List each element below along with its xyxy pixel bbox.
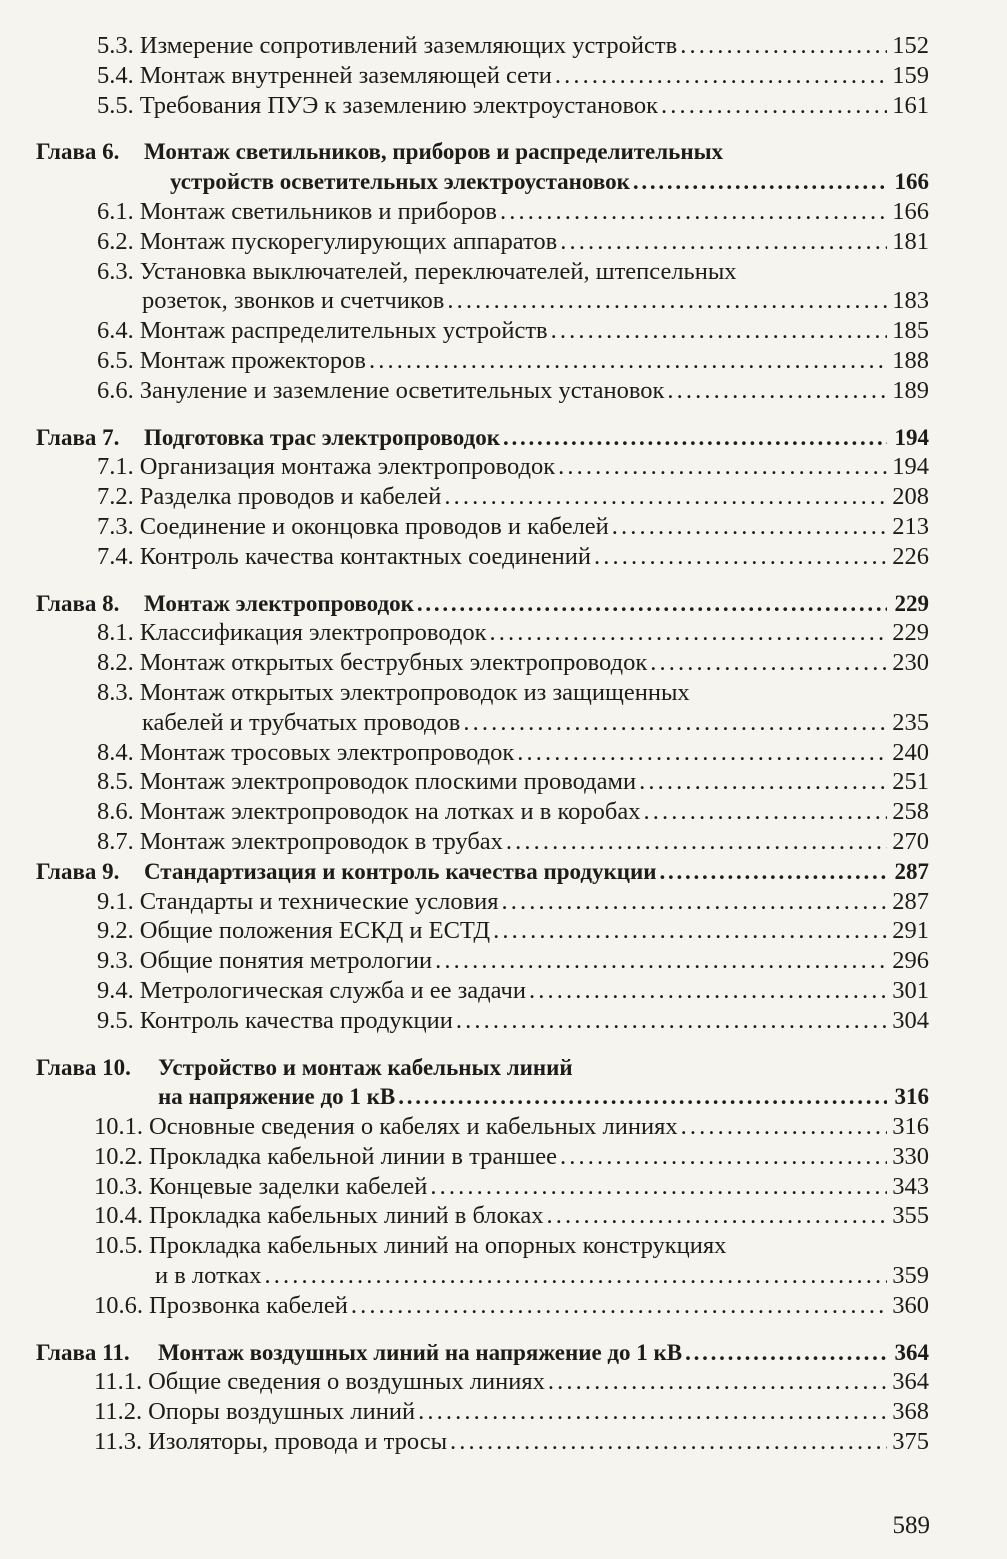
toc-entry-page: 364 [894,1339,929,1365]
toc-entry [36,1053,929,1083]
toc-entry-title: Зануление и заземление осветительных установок [139,376,665,404]
toc-entry-title: Концевые заделки кабелей [149,1172,428,1200]
toc-entry-number: 11.3. [94,1428,143,1456]
toc-entry-page: 161 [892,91,929,119]
leader-dots [677,31,887,61]
toc-entry-number: 8.5. [97,768,134,796]
toc-entry [36,137,929,167]
toc-entry [36,1338,929,1368]
toc-entry-title: Стандарты и технические условия [139,887,499,915]
toc-entry-page: 240 [892,738,929,766]
toc-entry-number: 10.6. [94,1291,143,1319]
toc-entry-number: 5.3. [97,32,134,59]
toc-entry-title: Требования ПУЭ к заземлению электроустановок [139,91,659,119]
toc-entry-title: Монтаж внутренней заземляющей сети [139,61,552,89]
leader-dots [460,708,887,738]
leader-dots [647,648,887,678]
toc-entry-title: Подготовка трас электропроводок [144,424,500,450]
leader-dots [514,738,887,768]
toc-entry-number: Глава 6. [36,139,120,165]
toc-entry [36,1397,929,1427]
leader-dots [497,197,887,227]
leader-dots [487,618,888,648]
toc-entry [36,1172,929,1202]
toc-entry-title: Монтаж тросовых электропроводок [139,738,515,766]
toc-entry [36,1427,929,1457]
toc-entry-title: Прокладка кабельной линии в траншее [149,1142,557,1170]
toc-entry-number: 8.1. [97,619,134,647]
toc-entry-number: 7.2. [97,483,134,511]
toc-entry [36,618,929,648]
toc-entry [36,916,929,946]
toc-entry [36,227,929,257]
toc-entry-number: 6.2. [97,227,134,255]
toc-entry [36,887,929,917]
leader-dots [591,542,887,572]
leader-dots [664,376,887,406]
toc-entry-title: Измерение сопротивлений заземляющих устройств [139,32,678,59]
toc-entry-number: 9.1. [97,887,134,915]
toc-entry-title: Опоры воздушных линий [148,1398,416,1426]
toc-entry-page: 229 [892,619,929,647]
toc-entry-number: Глава 9. [36,858,120,884]
toc-entry [36,376,929,406]
toc-entry-page: 287 [892,887,929,915]
toc-entry-title: Изоляторы, провода и тросы [148,1428,448,1456]
toc-entry-title: Метрологическая служба и ее задачи [139,976,526,1004]
toc-entry-number: 5.5. [97,91,134,119]
toc-entry-number: 10.2. [94,1142,143,1170]
toc-entry-number: 8.2. [97,649,134,677]
toc-entry-page: 159 [892,61,929,89]
toc-entry [36,1142,929,1172]
toc-entry-page: 188 [892,346,929,374]
toc-entry-title: Монтаж электропроводок на лотках и в коробах [139,798,641,826]
toc-entry [36,316,929,346]
toc-entry-page: 296 [892,947,929,975]
leader-dots [503,827,887,857]
leader-dots [552,61,887,91]
toc-entry-number: 6.5. [97,346,134,374]
toc-entry-page: 189 [892,376,929,404]
toc-entry-title: Монтаж прожекторов [139,346,366,374]
toc-entry [36,1367,929,1397]
toc-entry [36,512,929,542]
toc-entry-page: 330 [892,1142,929,1170]
toc-entry-number: 11.2. [94,1398,143,1426]
toc-entry-page: 185 [892,317,929,345]
toc-entry-page: 208 [892,483,929,511]
toc-entry-title: Общие сведения о воздушных линиях [148,1368,545,1396]
leader-dots [636,767,887,797]
toc-entry [36,167,929,197]
leader-dots [557,1142,887,1172]
toc-entry-page: 355 [892,1202,929,1230]
toc-entry-page: 194 [894,424,929,450]
toc-entry-title: Стандартизация и контроль качества продукции [144,858,657,884]
toc-entry-title: Контроль качества контактных соединений [139,542,592,570]
toc-entry-title: Монтаж пускорегулирующих аппаратов [139,227,558,255]
toc-entry-page: 235 [892,708,929,736]
toc-entry-page: 364 [892,1368,929,1396]
leader-dots [432,946,887,976]
toc-entry-page: 291 [892,917,929,945]
leader-dots [500,423,887,453]
toc-entry-title: Монтаж распределительных устройств [139,317,548,345]
leader-dots [415,1397,887,1427]
toc-entry-page: 368 [892,1398,929,1426]
toc-entry-page: 270 [892,827,929,855]
leader-dots [557,227,887,257]
toc-entry-title: Монтаж электропроводок в трубах [139,827,503,855]
toc-entry [36,1082,929,1112]
leader-dots [427,1172,887,1202]
toc-entry-number: 8.6. [97,798,134,826]
toc-entry [36,482,929,512]
toc-entry-page: 316 [892,1113,929,1141]
toc-entry [36,257,929,287]
toc-entry-page: 166 [894,169,929,195]
leader-dots [640,797,887,827]
toc-entry-number: 8.7. [97,827,134,855]
toc-entry [36,648,929,678]
leader-dots [678,1112,887,1142]
toc-entry-title: Организация монтажа электропроводок [139,453,556,481]
page-number: 589 [892,1512,930,1539]
leader-dots [630,167,887,197]
toc-entry-number: 5.4. [97,61,134,89]
toc-entry-page: 181 [892,227,929,255]
toc-entry-title: Общие положения ЕСКД и ЕСТД [139,917,491,945]
toc-entry-page: 229 [894,590,929,616]
leader-dots [499,887,887,917]
toc-entry-number: 6.1. [97,197,134,225]
toc-entry-title: Соединение и оконцовка проводов и кабелей [139,512,609,540]
leader-dots [447,1427,887,1457]
toc-entry-number: 9.2. [97,917,134,945]
toc-entry-title: Разделка проводов и кабелей [139,483,442,511]
toc-entry-page: 304 [892,1006,929,1034]
toc-entry [36,542,929,572]
leader-dots [682,1338,887,1368]
toc-entry [36,678,929,708]
toc-entry-number: 6.4. [97,317,134,345]
toc-entry [36,423,929,453]
toc-entry [36,91,929,121]
toc-entry [36,31,929,61]
toc-entry-title: кабелей и трубчатых проводов [142,708,461,736]
toc-entry-number: 11.1. [94,1368,143,1396]
toc-entry-page: 258 [892,798,929,826]
toc-entry [36,857,929,887]
toc-entry [36,61,929,91]
toc-entry [36,1291,929,1321]
toc-entry-number: 8.4. [97,738,134,766]
toc-entry-title: Прозвонка кабелей [149,1291,348,1319]
toc-entry-title: Прокладка кабельных линий на опорных конструкциях [149,1232,727,1260]
toc-entry-title: Монтаж светильников и приборов [139,197,497,225]
toc-entry-number: 7.1. [97,453,134,481]
leader-dots [656,857,887,887]
toc-entry-number: 10.5. [94,1232,143,1260]
toc-entry [36,1261,929,1291]
toc-entry-page: 183 [892,287,929,315]
toc-entry-number: 9.3. [97,947,134,975]
toc-entry-number: 9.4. [97,976,134,1004]
toc-entry [36,708,929,738]
toc-entry-page: 226 [892,542,929,570]
toc-entry [36,286,929,316]
toc-entry-title: и в лотках [155,1262,262,1290]
toc-entry-page: 360 [892,1291,929,1319]
leader-dots [366,346,887,376]
toc-entry [36,197,929,227]
toc-entry [36,1201,929,1231]
toc-entry-page: 152 [892,32,929,59]
leader-dots [261,1261,887,1291]
toc-entry-title: Монтаж светильников, приборов и распределительных [144,139,724,165]
leader-dots [526,976,887,1006]
toc-entry-title: Монтаж открытых беструбных электропроводок [139,649,648,677]
leader-dots [545,1367,887,1397]
leader-dots [548,316,887,346]
toc-entry-number: Глава 10. [36,1054,131,1080]
table-of-contents [36,31,929,1457]
toc-entry-number: 10.3. [94,1172,143,1200]
toc-entry-number: 6.3. [97,257,134,285]
leader-dots [555,452,887,482]
toc-entry-title: устройств осветительных электроустановок [170,169,630,195]
toc-entry [36,738,929,768]
toc-entry-page: 359 [892,1262,929,1290]
toc-entry [36,452,929,482]
leader-dots [441,482,887,512]
toc-entry [36,797,929,827]
toc-entry-page: 213 [892,512,929,540]
toc-entry-page: 316 [894,1084,929,1110]
toc-entry [36,1006,929,1036]
toc-entry-number: 7.3. [97,512,134,540]
toc-entry-page: 375 [892,1428,929,1456]
toc-entry-title: розеток, звонков и счетчиков [142,287,445,315]
toc-entry-title: Монтаж открытых электропроводок из защищенных [139,678,690,706]
toc-entry-number: 9.5. [97,1006,134,1034]
toc-entry-page: 230 [892,649,929,677]
toc-entry-title: Монтаж электропроводок плоскими проводами [139,768,637,796]
leader-dots [348,1291,887,1321]
toc-entry-number: 10.4. [94,1202,143,1230]
toc-entry-title: на напряжение до 1 кВ [158,1084,396,1110]
toc-entry [36,946,929,976]
leader-dots [444,286,887,316]
toc-entry [36,589,929,619]
leader-dots [453,1006,887,1036]
toc-entry-page: 166 [892,197,929,225]
toc-entry [36,976,929,1006]
toc-entry-title: Контроль качества продукции [139,1006,453,1034]
toc-entry [36,827,929,857]
toc-entry-title: Прокладка кабельных линий в блоках [149,1202,544,1230]
toc-entry [36,767,929,797]
toc-entry-title: Классификация электропроводок [139,619,487,647]
toc-entry-title: Монтаж электропроводок [144,590,414,616]
toc-entry-page: 287 [894,858,929,884]
leader-dots [490,916,887,946]
toc-entry-page: 194 [892,453,929,481]
toc-entry-title: Общие понятия метрологии [139,947,433,975]
toc-entry-page: 301 [892,976,929,1004]
toc-entry-number: Глава 8. [36,590,120,616]
toc-entry-title: Установка выключателей, переключателей, штепсельных [139,257,737,285]
toc-entry-page: 251 [892,768,929,796]
toc-entry-title: Устройство и монтаж кабельных линий [158,1054,573,1080]
toc-entry-number: Глава 11. [36,1339,130,1365]
leader-dots [609,512,887,542]
leader-dots [395,1082,887,1112]
toc-entry-number: 10.1. [94,1113,143,1141]
toc-entry [36,346,929,376]
toc-entry [36,1231,929,1261]
toc-entry-number: 7.4. [97,542,134,570]
toc-entry-title: Монтаж воздушных линий на напряжение до 1 кВ [158,1339,683,1365]
leader-dots [658,91,887,121]
toc-entry-number: 8.3. [97,678,134,706]
toc-entry-page: 343 [892,1172,929,1200]
toc-entry-number: 6.6. [97,376,134,404]
leader-dots [543,1201,887,1231]
toc-entry-number: Глава 7. [36,424,120,450]
toc-entry [36,1112,929,1142]
leader-dots [414,589,887,619]
toc-entry-title: Основные сведения о кабелях и кабельных линиях [149,1113,678,1141]
